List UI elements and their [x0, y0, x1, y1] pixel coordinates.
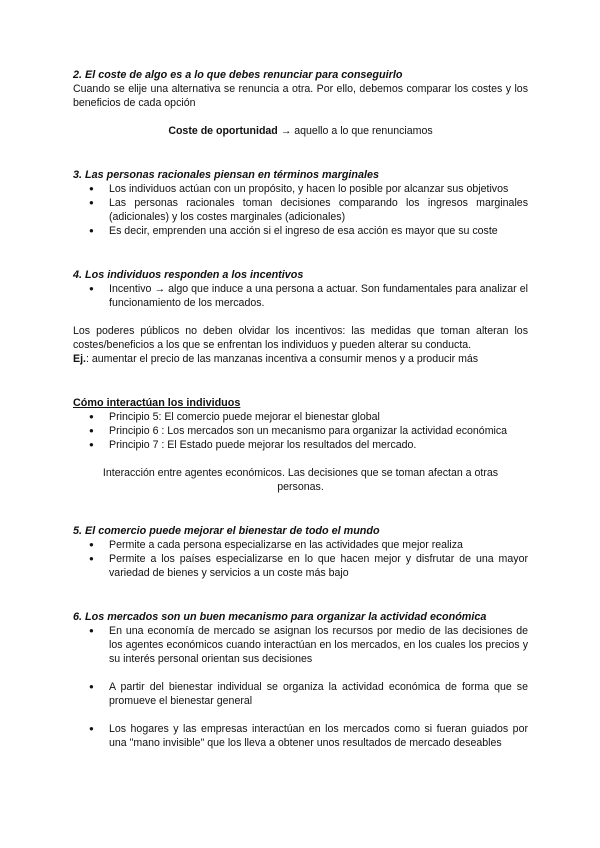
- interaction-list: [73, 410, 528, 452]
- section-4-example: [73, 352, 528, 366]
- list-item: ● Las personas racionales toman decisiones comparando los ingresos marginales (adicionales) y los costes marginales (adicionales): [73, 196, 528, 224]
- list-item: ● En una economía de mercado se asignan los recursos por medio de las decisiones de los agentes económicos cuando interactúan en los mercados, en los cuales los precios y su interés personal orientan sus decisiones: [73, 624, 528, 666]
- section-6-list: [73, 624, 528, 666]
- opportunity-cost-definition: [73, 124, 528, 138]
- section-6-list-2: [73, 680, 528, 708]
- list-item: ● Es decir, emprenden una acción si el ingreso de esa acción es mayor que su coste: [73, 224, 528, 238]
- list-item: ● Los hogares y las empresas interactúan en los mercados como si fueran guiados por una "mano invisible" que los lleva a obtener unos resultados de mercado deseables: [73, 722, 528, 750]
- list-item: ● A partir del bienestar individual se organiza la actividad económica de forma que se promueve el bienestar general: [73, 680, 528, 708]
- section-2-title: 2. El coste de algo es a lo que debes renunciar para conseguirlo: [73, 69, 403, 81]
- document-page: [73, 68, 528, 750]
- list-item: ● Principio 7 : El Estado puede mejorar los resultados del mercado.: [73, 438, 528, 452]
- list-item: ● Incentivo → algo que induce a una persona a actuar. Son fundamentales para analizar el funcionamiento de los mercados.: [73, 282, 528, 310]
- definition-text: → aquello a lo que renunciamos: [277, 125, 433, 137]
- section-5-list: [73, 538, 528, 580]
- section-4-title: 4. Los individuos responden a los incentivos: [73, 269, 304, 281]
- list-item: ● Los individuos actúan con un propósito, y hacen lo posible por alcanzar sus objetivos: [73, 182, 528, 196]
- section-2-body: Cuando se elije una alternativa se renuncia a otra. Por ello, debemos comparar los costes y los beneficios de cada opción: [73, 83, 528, 109]
- example-text: : aumentar el precio de las manzanas incentiva a consumir menos y a producir más: [85, 353, 479, 365]
- definition-term: Coste de oportunidad: [168, 125, 278, 137]
- list-item: ● Principio 6 : Los mercados son un mecanismo para organizar la actividad económica: [73, 424, 528, 438]
- section-4-list: [73, 282, 528, 310]
- section-6-list-3: [73, 722, 528, 750]
- section-3-list: [73, 182, 528, 238]
- interaction-note: Interacción entre agentes económicos. Las decisiones que se toman afectan a otras personas.: [102, 467, 499, 493]
- section-5-title: 5. El comercio puede mejorar el bienestar de todo el mundo: [73, 525, 380, 537]
- example-label: Ej.: [73, 353, 86, 365]
- section-3-title: 3. Las personas racionales piensan en términos marginales: [73, 169, 380, 181]
- list-item: ● Principio 5: El comercio puede mejorar el bienestar global: [73, 410, 528, 424]
- list-item: ● Permite a los países especializarse en lo que hacen mejor y disfrutar de una mayor variedad de bienes y servicios a un coste más bajo: [73, 552, 528, 580]
- interaction-title: Cómo interactúan los individuos: [73, 397, 241, 409]
- section-6-title: 6. Los mercados son un buen mecanismo para organizar la actividad económica: [73, 611, 487, 623]
- list-item: ● Permite a cada persona especializarse en las actividades que mejor realiza: [73, 538, 528, 552]
- section-4-body: Los poderes públicos no deben olvidar los incentivos: las medidas que toman alteran los costes/beneficios a los que se enfrentan los individuos y pueden alterar su conducta.: [73, 325, 528, 351]
